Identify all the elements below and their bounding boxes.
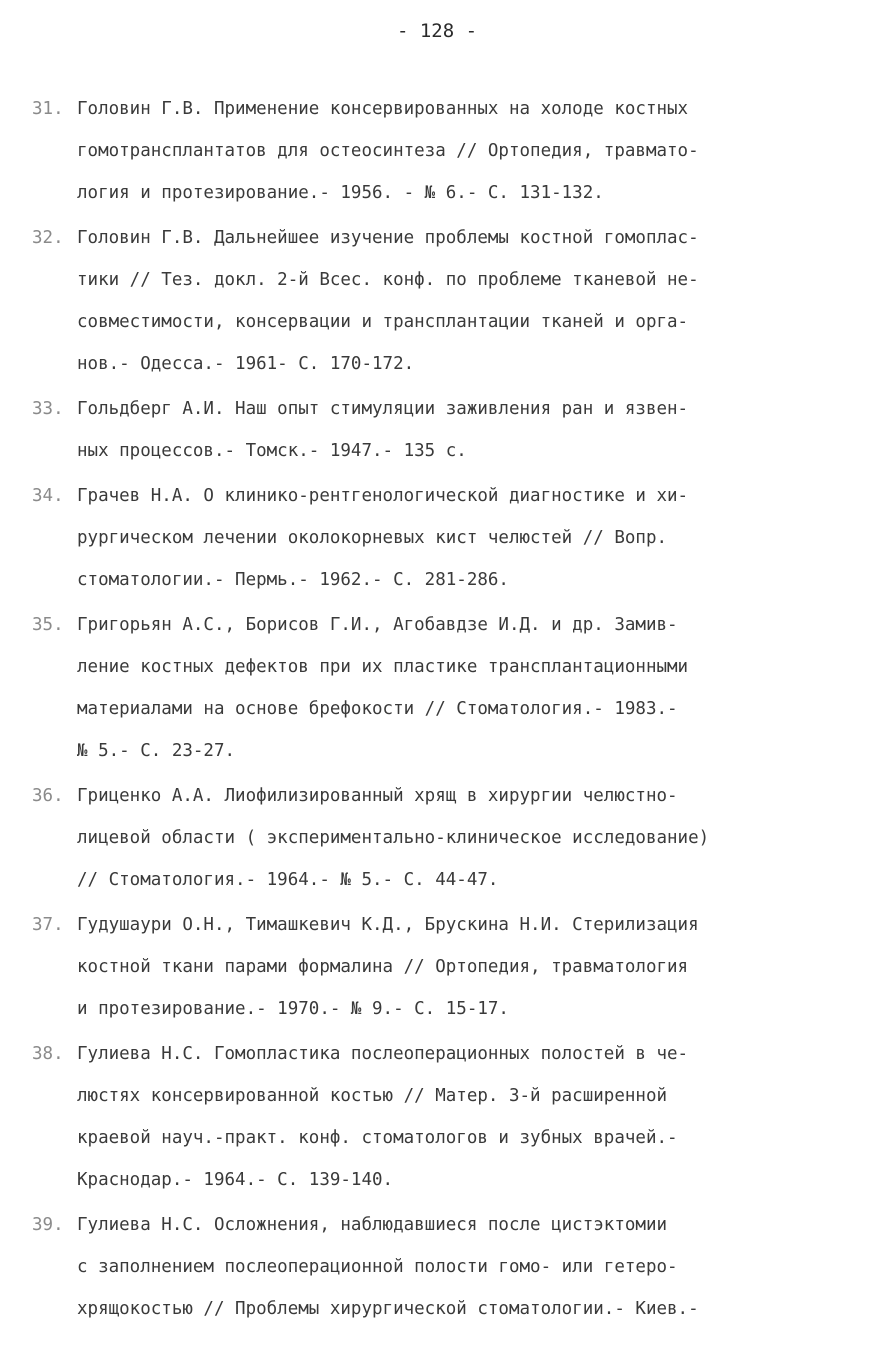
entry-first-line bbox=[32, 604, 832, 646]
bibliography-entry bbox=[32, 904, 832, 1030]
entry-text: Гулиева Н.С. Гомопластика послеоперационных полостей в че- bbox=[77, 1044, 689, 1064]
bibliography-entry bbox=[32, 88, 832, 214]
entry-first-line bbox=[32, 775, 832, 817]
entry-first-line bbox=[32, 88, 832, 130]
entry-text: нов.- Одесса.- 1961- С. 170-172. bbox=[77, 354, 415, 374]
entry-text: совместимости, консервации и трансплантации тканей и орга- bbox=[77, 312, 689, 332]
entry-text: Головин Г.В. Дальнейшее изучение проблемы костной гомоплас- bbox=[77, 228, 699, 248]
entry-number: 34. bbox=[32, 486, 64, 506]
entry-continuation-line bbox=[32, 1288, 832, 1330]
entry-continuation-line bbox=[32, 646, 832, 688]
entry-text: рургическом лечении околокорневых кист челюстей // Вопр. bbox=[77, 528, 668, 548]
entry-text: Гудушаури О.Н., Тимашкевич К.Д., Брускина Н.И. Стерилизация bbox=[77, 915, 699, 935]
entry-continuation-line bbox=[32, 559, 832, 601]
entry-text: Гольдберг А.И. Наш опыт стимуляции заживления ран и язвен- bbox=[77, 399, 689, 419]
bibliography-entry bbox=[32, 475, 832, 601]
entry-continuation-line bbox=[32, 1159, 832, 1201]
entry-continuation-line bbox=[32, 817, 832, 859]
entry-continuation-line bbox=[32, 1117, 832, 1159]
bibliography-entry bbox=[32, 217, 832, 385]
entry-text: логия и протезирование.- 1956. - № 6.- С. 131-132. bbox=[77, 183, 604, 203]
entry-number: 33. bbox=[32, 399, 64, 419]
entry-number: 39. bbox=[32, 1215, 64, 1235]
entry-text: краевой науч.-практ. конф. стоматологов и зубных врачей.- bbox=[77, 1128, 678, 1148]
entry-continuation-line bbox=[32, 301, 832, 343]
entry-text: Гриценко А.А. Лиофилизированный хрящ в хирургии челюстно- bbox=[77, 786, 678, 806]
bibliography-entry bbox=[32, 775, 832, 901]
entry-continuation-line bbox=[32, 1246, 832, 1288]
entry-text: стоматологии.- Пермь.- 1962.- С. 281-286. bbox=[77, 570, 509, 590]
bibliography-entry bbox=[32, 1204, 832, 1330]
entry-continuation-line bbox=[32, 730, 832, 772]
entry-first-line bbox=[32, 1033, 832, 1075]
entry-first-line bbox=[32, 388, 832, 430]
entry-text: Краснодар.- 1964.- С. 139-140. bbox=[77, 1170, 394, 1190]
entry-text: материалами на основе брефокости // Стоматология.- 1983.- bbox=[77, 699, 678, 719]
entry-continuation-line bbox=[32, 988, 832, 1030]
entry-text: Грачев Н.А. О клинико-рентгенологической диагностике и хи- bbox=[77, 486, 689, 506]
entry-text: гомотрансплантатов для остеосинтеза // Ортопедия, травмато- bbox=[77, 141, 699, 161]
entry-continuation-line bbox=[32, 343, 832, 385]
entry-text: люстях консервированной костью // Матер. 3-й расширенной bbox=[77, 1086, 668, 1106]
entry-first-line bbox=[32, 475, 832, 517]
entry-text: Головин Г.В. Применение консервированных на холоде костных bbox=[77, 99, 689, 119]
entry-text: с заполнением послеоперационной полости гомо- или гетеро- bbox=[77, 1257, 678, 1277]
entry-number: 36. bbox=[32, 786, 64, 806]
entry-text: № 5.- С. 23-27. bbox=[77, 741, 236, 761]
entry-continuation-line bbox=[32, 172, 832, 214]
entry-continuation-line bbox=[32, 517, 832, 559]
entry-text: костной ткани парами формалина // Ортопедия, травматология bbox=[77, 957, 689, 977]
entry-text: лицевой области ( экспериментально-клиническое исследование) bbox=[77, 828, 710, 848]
entry-continuation-line bbox=[32, 946, 832, 988]
bibliography-entry bbox=[32, 604, 832, 772]
entry-text: тики // Тез. докл. 2-й Всес. конф. по проблеме тканевой не- bbox=[77, 270, 699, 290]
entry-number: 31. bbox=[32, 99, 64, 119]
bibliography-list bbox=[32, 88, 832, 1333]
entry-number: 37. bbox=[32, 915, 64, 935]
entry-number: 35. bbox=[32, 615, 64, 635]
entry-text: Гулиева Н.С. Осложнения, наблюдавшиеся после цистэктомии bbox=[77, 1215, 668, 1235]
entry-number: 38. bbox=[32, 1044, 64, 1064]
entry-text: // Стоматология.- 1964.- № 5.- С. 44-47. bbox=[77, 870, 499, 890]
entry-continuation-line bbox=[32, 859, 832, 901]
entry-first-line bbox=[32, 1204, 832, 1246]
entry-continuation-line bbox=[32, 130, 832, 172]
entry-text: Григорьян А.С., Борисов Г.И., Агобавдзе И.Д. и др. Замив- bbox=[77, 615, 678, 635]
bibliography-entry bbox=[32, 388, 832, 472]
page-number: - 128 - bbox=[396, 20, 478, 42]
entry-first-line bbox=[32, 217, 832, 259]
entry-continuation-line bbox=[32, 688, 832, 730]
entry-number: 32. bbox=[32, 228, 64, 248]
entry-continuation-line bbox=[32, 1075, 832, 1117]
entry-text: и протезирование.- 1970.- № 9.- С. 15-17. bbox=[77, 999, 509, 1019]
bibliography-entry bbox=[32, 1033, 832, 1201]
entry-first-line bbox=[32, 904, 832, 946]
entry-continuation-line bbox=[32, 430, 832, 472]
entry-text: ных процессов.- Томск.- 1947.- 135 с. bbox=[77, 441, 467, 461]
entry-text: хрящокостью // Проблемы хирургической стоматологии.- Киев.- bbox=[77, 1299, 699, 1319]
entry-continuation-line bbox=[32, 259, 832, 301]
entry-text: ление костных дефектов при их пластике трансплантационными bbox=[77, 657, 689, 677]
